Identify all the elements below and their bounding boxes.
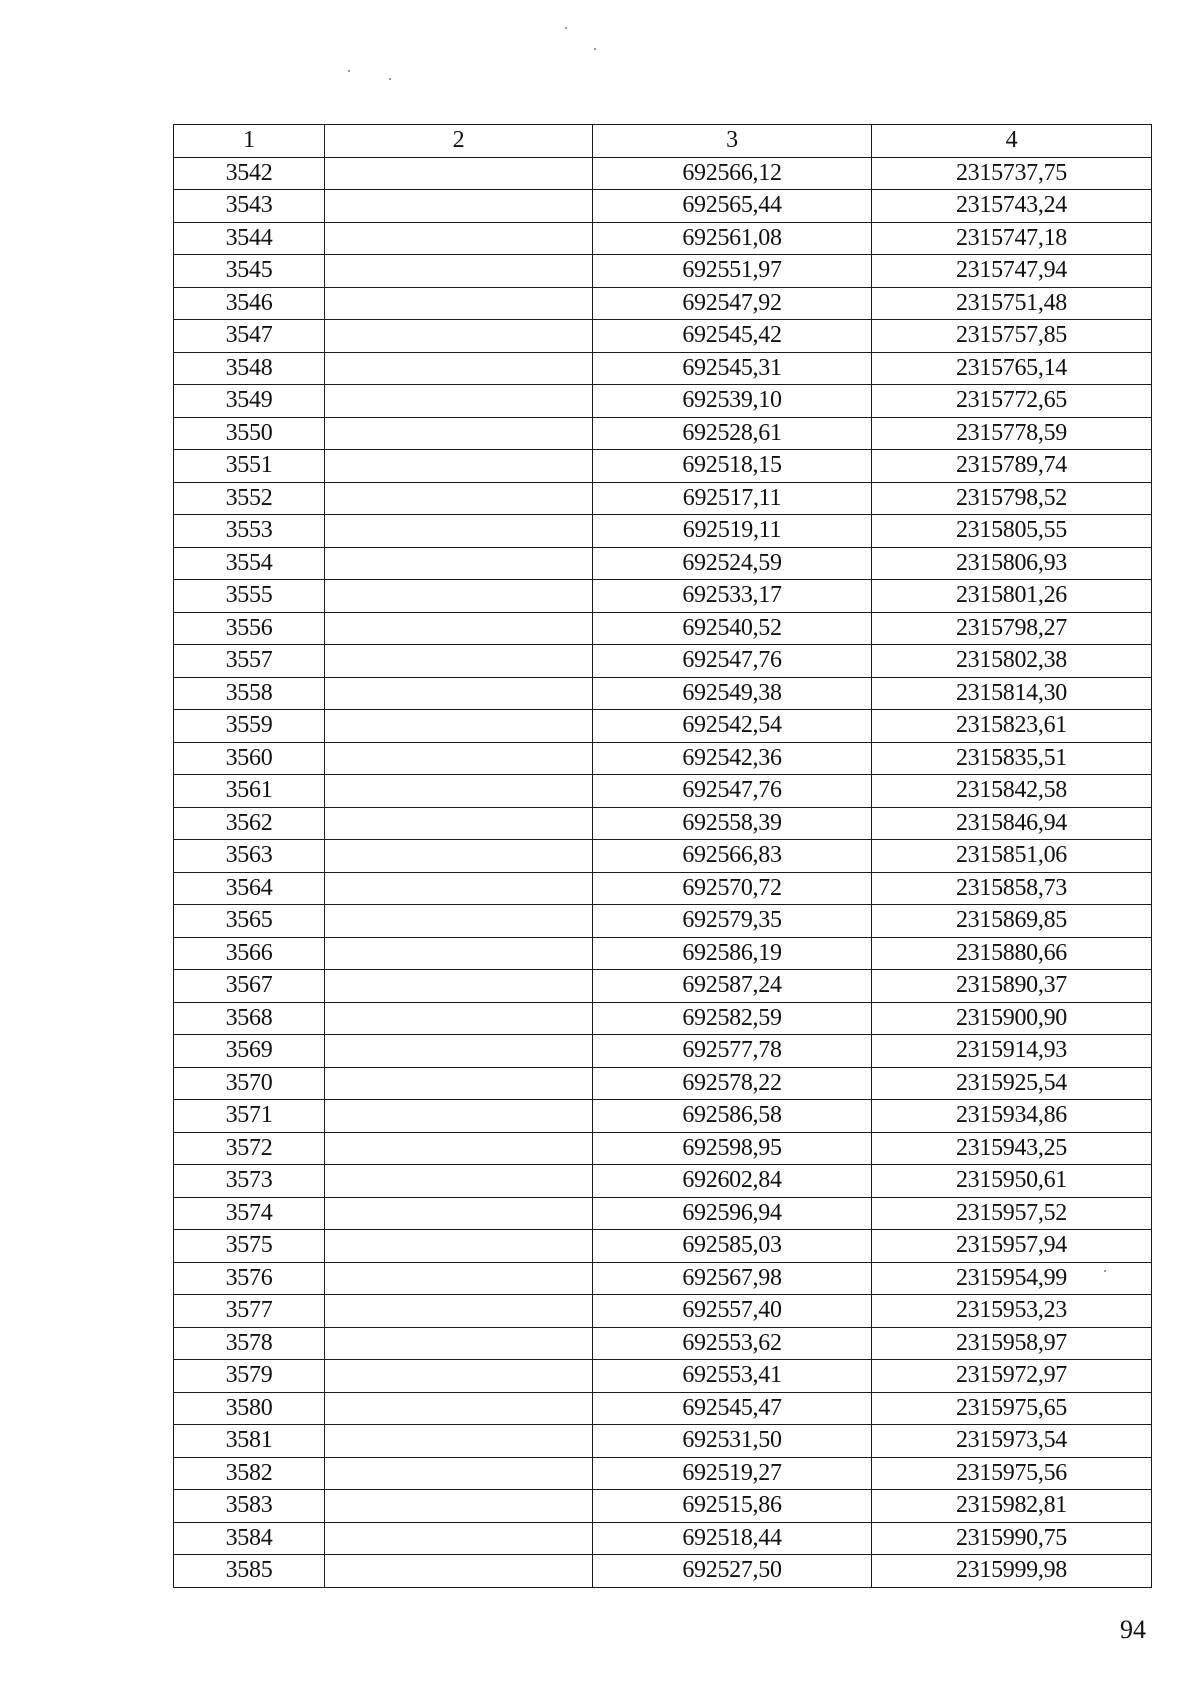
table-cell-col-2 — [325, 1360, 593, 1393]
table-cell-col-1: 3558 — [174, 677, 325, 710]
table-cell-col-2 — [325, 1490, 593, 1523]
column-header-3: 3 — [593, 125, 872, 158]
table-row — [174, 872, 1152, 905]
table-cell-col-2 — [325, 840, 593, 873]
table-row — [174, 1230, 1152, 1263]
table-row — [174, 645, 1152, 678]
table-cell-col-4: 2315890,37 — [872, 970, 1152, 1003]
table-cell-col-2 — [325, 482, 593, 515]
page-number: 94 — [1120, 1615, 1146, 1644]
table-cell-col-3: 692540,52 — [593, 612, 872, 645]
table-cell-col-4: 2315869,85 — [872, 905, 1152, 938]
table-cell-col-2 — [325, 937, 593, 970]
table-cell-col-1: 3581 — [174, 1425, 325, 1458]
table-cell-col-4: 2315751,48 — [872, 287, 1152, 320]
table-row — [174, 222, 1152, 255]
table-cell-col-3: 692582,59 — [593, 1002, 872, 1035]
table-row — [174, 1067, 1152, 1100]
table-row — [174, 482, 1152, 515]
table-row — [174, 190, 1152, 223]
table-cell-col-1: 3569 — [174, 1035, 325, 1068]
table-cell-col-4: 2315798,52 — [872, 482, 1152, 515]
table-cell-col-3: 692553,62 — [593, 1327, 872, 1360]
table-cell-col-1: 3549 — [174, 385, 325, 418]
table-cell-col-2 — [325, 1035, 593, 1068]
table-cell-col-2 — [325, 1197, 593, 1230]
table-cell-col-2 — [325, 905, 593, 938]
coordinates-table — [173, 124, 1152, 1588]
table-cell-col-2 — [325, 1067, 593, 1100]
table-cell-col-2 — [325, 612, 593, 645]
table-cell-col-1: 3576 — [174, 1262, 325, 1295]
table-cell-col-1: 3564 — [174, 872, 325, 905]
scan-speck — [389, 78, 391, 80]
table-cell-col-4: 2315747,94 — [872, 255, 1152, 288]
table-row — [174, 710, 1152, 743]
table-cell-col-3: 692557,40 — [593, 1295, 872, 1328]
table-cell-col-2 — [325, 157, 593, 190]
table-cell-col-4: 2315846,94 — [872, 807, 1152, 840]
table-cell-col-1: 3565 — [174, 905, 325, 938]
table-cell-col-1: 3553 — [174, 515, 325, 548]
table-cell-col-2 — [325, 1230, 593, 1263]
table-cell-col-2 — [325, 970, 593, 1003]
scan-speck — [565, 27, 567, 29]
table-cell-col-1: 3548 — [174, 352, 325, 385]
table-row — [174, 937, 1152, 970]
table-cell-col-2 — [325, 742, 593, 775]
table-cell-col-3: 692549,38 — [593, 677, 872, 710]
table-cell-col-4: 2315934,86 — [872, 1100, 1152, 1133]
table-cell-col-3: 692528,61 — [593, 417, 872, 450]
table-row — [174, 450, 1152, 483]
table-cell-col-3: 692602,84 — [593, 1165, 872, 1198]
table-cell-col-1: 3554 — [174, 547, 325, 580]
table-row — [174, 1522, 1152, 1555]
table-cell-col-2 — [325, 710, 593, 743]
table-cell-col-4: 2315880,66 — [872, 937, 1152, 970]
table-cell-col-1: 3547 — [174, 320, 325, 353]
table-cell-col-2 — [325, 1425, 593, 1458]
table-row — [174, 1327, 1152, 1360]
table-cell-col-3: 692545,42 — [593, 320, 872, 353]
table-cell-col-3: 692519,11 — [593, 515, 872, 548]
table-row — [174, 515, 1152, 548]
table-cell-col-4: 2315743,24 — [872, 190, 1152, 223]
table-cell-col-1: 3557 — [174, 645, 325, 678]
table-cell-col-3: 692545,47 — [593, 1392, 872, 1425]
table-cell-col-1: 3570 — [174, 1067, 325, 1100]
table-row — [174, 1035, 1152, 1068]
table-cell-col-4: 2315900,90 — [872, 1002, 1152, 1035]
table-cell-col-1: 3571 — [174, 1100, 325, 1133]
table-row — [174, 1360, 1152, 1393]
table-cell-col-1: 3546 — [174, 287, 325, 320]
table-cell-col-2 — [325, 1457, 593, 1490]
table-cell-col-2 — [325, 450, 593, 483]
table-cell-col-2 — [325, 807, 593, 840]
table-cell-col-1: 3583 — [174, 1490, 325, 1523]
table-cell-col-1: 3577 — [174, 1295, 325, 1328]
table-cell-col-4: 2315925,54 — [872, 1067, 1152, 1100]
table-cell-col-2 — [325, 1132, 593, 1165]
table-cell-col-4: 2315957,52 — [872, 1197, 1152, 1230]
table-row — [174, 1100, 1152, 1133]
table-cell-col-3: 692578,22 — [593, 1067, 872, 1100]
table-cell-col-1: 3584 — [174, 1522, 325, 1555]
table-cell-col-4: 2315778,59 — [872, 417, 1152, 450]
table-cell-col-1: 3555 — [174, 580, 325, 613]
table-cell-col-1: 3572 — [174, 1132, 325, 1165]
table-cell-col-4: 2315975,56 — [872, 1457, 1152, 1490]
table-row — [174, 1002, 1152, 1035]
table-cell-col-1: 3575 — [174, 1230, 325, 1263]
table-cell-col-3: 692547,76 — [593, 775, 872, 808]
table-row — [174, 1457, 1152, 1490]
table-cell-col-2 — [325, 255, 593, 288]
table-row — [174, 255, 1152, 288]
table-cell-col-3: 692577,78 — [593, 1035, 872, 1068]
table-row — [174, 612, 1152, 645]
table-cell-col-3: 692545,31 — [593, 352, 872, 385]
table-header-row — [174, 125, 1152, 158]
table-cell-col-2 — [325, 547, 593, 580]
table-cell-col-4: 2315806,93 — [872, 547, 1152, 580]
table-cell-col-1: 3567 — [174, 970, 325, 1003]
table-cell-col-4: 2315982,81 — [872, 1490, 1152, 1523]
table-cell-col-3: 692533,17 — [593, 580, 872, 613]
table-cell-col-3: 692567,98 — [593, 1262, 872, 1295]
table-row — [174, 677, 1152, 710]
table-cell-col-1: 3574 — [174, 1197, 325, 1230]
table-cell-col-3: 692518,15 — [593, 450, 872, 483]
table-cell-col-2 — [325, 1165, 593, 1198]
table-cell-col-4: 2315953,23 — [872, 1295, 1152, 1328]
table-cell-col-4: 2315805,55 — [872, 515, 1152, 548]
table-cell-col-2 — [325, 385, 593, 418]
table-cell-col-3: 692518,44 — [593, 1522, 872, 1555]
table-cell-col-4: 2315958,97 — [872, 1327, 1152, 1360]
table-cell-col-1: 3561 — [174, 775, 325, 808]
table-cell-col-4: 2315823,61 — [872, 710, 1152, 743]
table-cell-col-3: 692519,27 — [593, 1457, 872, 1490]
table-cell-col-3: 692551,97 — [593, 255, 872, 288]
table-cell-col-4: 2315798,27 — [872, 612, 1152, 645]
column-header-2: 2 — [325, 125, 593, 158]
table-cell-col-3: 692570,72 — [593, 872, 872, 905]
table-cell-col-1: 3550 — [174, 417, 325, 450]
table-row — [174, 775, 1152, 808]
table-cell-col-4: 2315814,30 — [872, 677, 1152, 710]
table-cell-col-2 — [325, 1295, 593, 1328]
table-cell-col-4: 2315842,58 — [872, 775, 1152, 808]
table-cell-col-4: 2315772,65 — [872, 385, 1152, 418]
scan-speck — [348, 70, 350, 72]
table-row — [174, 385, 1152, 418]
table-cell-col-3: 692553,41 — [593, 1360, 872, 1393]
table-cell-col-3: 692558,39 — [593, 807, 872, 840]
column-header-1: 1 — [174, 125, 325, 158]
table-cell-col-2 — [325, 1100, 593, 1133]
table-cell-col-4: 2315972,97 — [872, 1360, 1152, 1393]
table-cell-col-1: 3566 — [174, 937, 325, 970]
table-row — [174, 1555, 1152, 1588]
table-cell-col-4: 2315851,06 — [872, 840, 1152, 873]
table-cell-col-3: 692527,50 — [593, 1555, 872, 1588]
table-row — [174, 1132, 1152, 1165]
table-cell-col-4: 2315765,14 — [872, 352, 1152, 385]
table-cell-col-2 — [325, 515, 593, 548]
table-cell-col-2 — [325, 677, 593, 710]
table-cell-col-1: 3585 — [174, 1555, 325, 1588]
table-cell-col-4: 2315801,26 — [872, 580, 1152, 613]
table-cell-col-3: 692585,03 — [593, 1230, 872, 1263]
table-cell-col-3: 692598,95 — [593, 1132, 872, 1165]
table-row — [174, 352, 1152, 385]
table-cell-col-4: 2315957,94 — [872, 1230, 1152, 1263]
table-cell-col-4: 2315975,65 — [872, 1392, 1152, 1425]
table-cell-col-3: 692586,19 — [593, 937, 872, 970]
table-row — [174, 1425, 1152, 1458]
table-cell-col-3: 692542,36 — [593, 742, 872, 775]
table-cell-col-4: 2315973,54 — [872, 1425, 1152, 1458]
scan-speck — [594, 48, 596, 50]
table-cell-col-4: 2315990,75 — [872, 1522, 1152, 1555]
table-cell-col-3: 692579,35 — [593, 905, 872, 938]
table-cell-col-1: 3551 — [174, 450, 325, 483]
table-cell-col-3: 692517,11 — [593, 482, 872, 515]
table-cell-col-1: 3559 — [174, 710, 325, 743]
table-cell-col-2 — [325, 580, 593, 613]
table-cell-col-1: 3573 — [174, 1165, 325, 1198]
table-cell-col-2 — [325, 287, 593, 320]
table-cell-col-1: 3543 — [174, 190, 325, 223]
table-cell-col-4: 2315943,25 — [872, 1132, 1152, 1165]
table-row — [174, 1295, 1152, 1328]
table-cell-col-3: 692561,08 — [593, 222, 872, 255]
table-row — [174, 840, 1152, 873]
table-cell-col-2 — [325, 320, 593, 353]
table-cell-col-2 — [325, 1555, 593, 1588]
table-cell-col-3: 692542,54 — [593, 710, 872, 743]
table-cell-col-3: 692596,94 — [593, 1197, 872, 1230]
table-body — [174, 157, 1152, 1587]
table-row — [174, 417, 1152, 450]
table-cell-col-4: 2315954,99 — [872, 1262, 1152, 1295]
table-cell-col-3: 692547,92 — [593, 287, 872, 320]
table-cell-col-2 — [325, 645, 593, 678]
table-cell-col-1: 3556 — [174, 612, 325, 645]
table-cell-col-3: 692587,24 — [593, 970, 872, 1003]
table-cell-col-2 — [325, 775, 593, 808]
table-cell-col-1: 3542 — [174, 157, 325, 190]
table-cell-col-2 — [325, 1262, 593, 1295]
table-cell-col-4: 2315802,38 — [872, 645, 1152, 678]
table-cell-col-1: 3560 — [174, 742, 325, 775]
table-row — [174, 320, 1152, 353]
table-cell-col-1: 3544 — [174, 222, 325, 255]
table-row — [174, 807, 1152, 840]
table-cell-col-2 — [325, 352, 593, 385]
table-cell-col-3: 692565,44 — [593, 190, 872, 223]
table-cell-col-2 — [325, 872, 593, 905]
table-cell-col-3: 692539,10 — [593, 385, 872, 418]
table-cell-col-2 — [325, 417, 593, 450]
table-cell-col-3: 692547,76 — [593, 645, 872, 678]
table-cell-col-4: 2315737,75 — [872, 157, 1152, 190]
table-cell-col-2 — [325, 1522, 593, 1555]
table-cell-col-1: 3545 — [174, 255, 325, 288]
table-cell-col-1: 3580 — [174, 1392, 325, 1425]
table-cell-col-3: 692524,59 — [593, 547, 872, 580]
table-cell-col-4: 2315757,85 — [872, 320, 1152, 353]
table-cell-col-3: 692586,58 — [593, 1100, 872, 1133]
table-cell-col-2 — [325, 1002, 593, 1035]
table-cell-col-4: 2315789,74 — [872, 450, 1152, 483]
table-row — [174, 742, 1152, 775]
table-row — [174, 905, 1152, 938]
table-cell-col-4: 2315999,98 — [872, 1555, 1152, 1588]
table-row — [174, 287, 1152, 320]
table-cell-col-4: 2315914,93 — [872, 1035, 1152, 1068]
table-cell-col-3: 692531,50 — [593, 1425, 872, 1458]
table-cell-col-3: 692566,12 — [593, 157, 872, 190]
table-cell-col-3: 692515,86 — [593, 1490, 872, 1523]
table-cell-col-4: 2315747,18 — [872, 222, 1152, 255]
table-cell-col-2 — [325, 1327, 593, 1360]
table-cell-col-2 — [325, 1392, 593, 1425]
table-cell-col-1: 3562 — [174, 807, 325, 840]
table-row — [174, 1165, 1152, 1198]
table-row — [174, 547, 1152, 580]
table-row — [174, 1262, 1152, 1295]
table-cell-col-4: 2315835,51 — [872, 742, 1152, 775]
table-cell-col-1: 3579 — [174, 1360, 325, 1393]
table-row — [174, 580, 1152, 613]
table-cell-col-1: 3552 — [174, 482, 325, 515]
table-cell-col-4: 2315858,73 — [872, 872, 1152, 905]
table-cell-col-3: 692566,83 — [593, 840, 872, 873]
table-cell-col-4: 2315950,61 — [872, 1165, 1152, 1198]
table-row — [174, 1392, 1152, 1425]
table-cell-col-1: 3568 — [174, 1002, 325, 1035]
table-cell-col-2 — [325, 190, 593, 223]
table-cell-col-1: 3563 — [174, 840, 325, 873]
table-cell-col-1: 3578 — [174, 1327, 325, 1360]
table-row — [174, 1197, 1152, 1230]
table-row — [174, 1490, 1152, 1523]
table-row — [174, 970, 1152, 1003]
table-row — [174, 157, 1152, 190]
table-cell-col-2 — [325, 222, 593, 255]
table-cell-col-1: 3582 — [174, 1457, 325, 1490]
column-header-4: 4 — [872, 125, 1152, 158]
